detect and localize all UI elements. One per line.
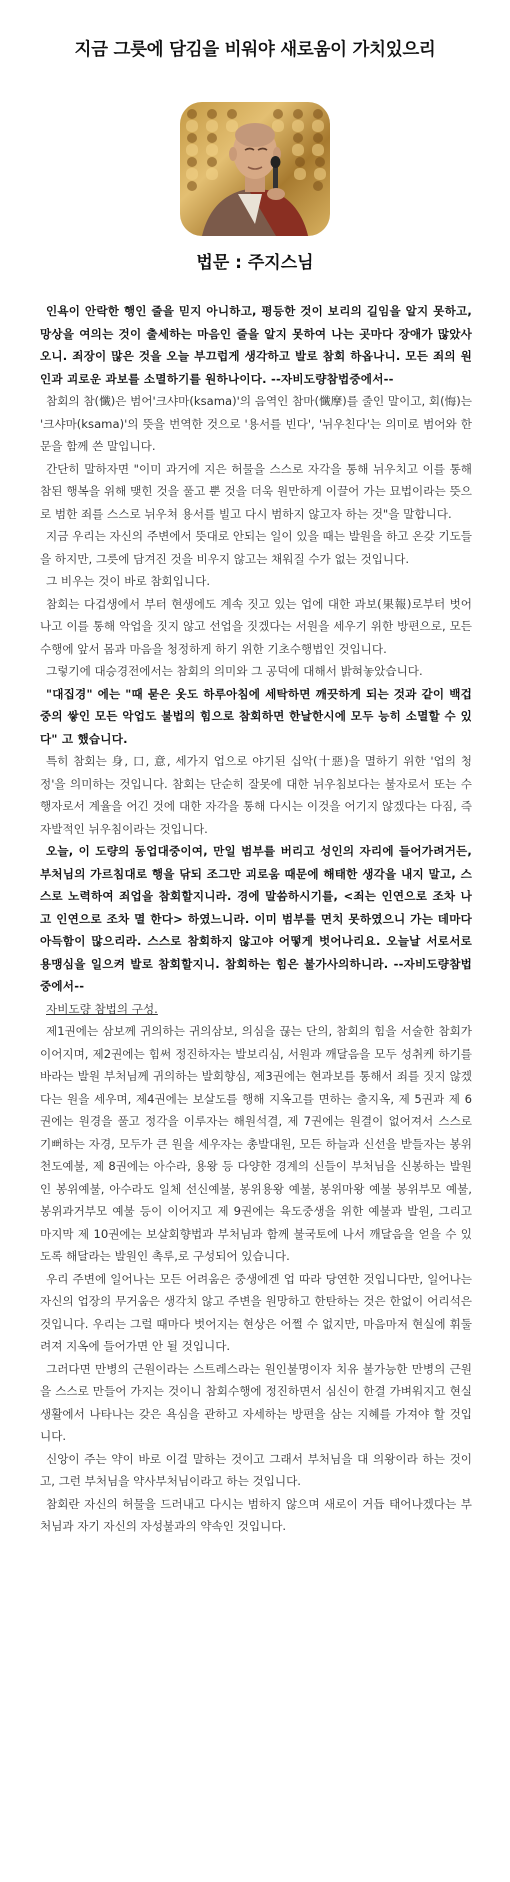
- paragraph-6: 참회는 다겁생에서 부터 현생에도 계속 짓고 있는 업에 대한 과보(果報)로부터 벗어나고 이를 통해 악업을 짓지 않고 선업을 짓겠다는 서원을 세우기 위한 방편으로, 모든 수행에 앞서 몸과 마음을 청정하게 하기 위한 기초수행법인 것입니다.: [40, 596, 472, 656]
- paragraph-2: 참회의 참(懺)은 범어'크샤마(ksama)'의 음역인 참마(懺摩)를 줄인 말이고, 회(悔)는 '크샤마(ksama)'의 뜻을 번역한 것으로 '용서를 빈다', '뉘우친다'는 의미로 범어와 한문을 함께 쓴 말입니다.: [40, 394, 472, 453]
- paragraph-16: 참회란 자신의 허물을 드러내고 다시는 범하지 않으며 새로이 거듭 태어나겠다는 부처님과 자기 자신의 자성불과의 약속인 것입니다.: [40, 1496, 472, 1533]
- paragraph-12: 제1권에는 삼보께 귀의하는 귀의삼보, 의심을 끊는 단의, 참회의 힘을 서술한 참회가 이어지며, 제2권에는 힘써 정진하자는 발보리심, 서원과 깨달음을 모두 성취케 하기를 바라는 발원 부처님께 귀의하는 발회향심, 제3권에는 현과보를 통해서 죄를 짓지 않겠다는 원을 세우며, 제4권에는 보살도를 행해 지옥고를 면하는 출지옥, 제 5권과 제 6권에는 원경을 풀고 정각을 이루자는 해원석결, 제 7권에는 원결이 없어져서 스스로 기뻐하는 자경, 모두가 큰 원을 세우자는 총발대원, 모든 하늘과 신선을 받들자는 봉위 천도예불, 제 8권에는 아수라, 용왕 등 다양한 경계의 신들이 부처님을 신봉하는 발원인 봉위예불, 아수라도 일체 선신예불, 봉위용왕 예불, 봉위마왕 예불 봉위부모 예불, 봉위과거부모 예불 등이 이어지고 제 9권에는 육도중생을 위한 예불과 발원, 그리고 마지막 제 10권에는 보살회향법과 부처님과 함께 불국토에 나서 깨달음을 얻을 수 있도록 해달라는 발원인 촉루,로 구성되어 있습니다.: [40, 1024, 472, 1263]
- monk-photo-illustration: [180, 102, 330, 236]
- paragraph-4: 지금 우리는 자신의 주변에서 뜻대로 안되는 일이 있을 때는 발원을 하고 온갖 기도들을 하지만, 그릇에 담겨진 것을 비우지 않고는 채워질 수가 없는 것입니다.: [40, 529, 472, 566]
- paragraph-3: 간단히 말하자면 "이미 과거에 지은 허물을 스스로 자각을 통해 뉘우치고 이를 통해 참된 행복을 위해 맺힌 것을 풀고 뿐 것을 더욱 원만하게 이끌어 가는 묘법이라는 뜻으로 범한 죄를 스스로 뉘우쳐 용서를 빌고 다시 범하지 않고자 하는 것"을 말합니다.: [40, 461, 472, 521]
- paragraph-1: 인욕이 안락한 행인 줄을 믿지 아니하고, 평등한 것이 보리의 길임을 알지 못하고, 망상을 여의는 것이 출세하는 마음인 줄을 알지 못하여 나는 곳마다 장애가 많았사오니. 죄장이 많은 것을 오늘 부끄럽게 생각하고 발로 참회 하옵나니. 모든 죄의 원인과 괴로운 과보를 소멸하기를 원하나이다. --자비도량참법중에서--: [40, 304, 472, 386]
- paragraph-14: 그러다면 만병의 근원이라는 스트레스라는 원인불명이자 치유 불가능한 만병의 근원을 스스로 만들어 가지는 것이니 참회수행에 정진하면서 심신이 한결 가벼워지고 현실생활에서 나타나는 갖은 욕심을 관하고 자세하는 방편을 삼는 지혜를 가져야 할 것입니다.: [40, 1361, 472, 1443]
- paragraph-5: 그 비우는 것이 바로 참회입니다.: [46, 574, 211, 588]
- paragraph-9: 특히 참회는 身, 口, 意, 세가지 업으로 야기된 십악(十惡)을 멸하기 위한 '업의 청정'을 의미하는 것입니다. 참회는 단순히 잘못에 대한 뉘우침보다는 불자로서 또는 수행자로서 계율을 어긴 것에 대한 자각을 통해 다시는 이것을 어기지 않겠다는 다짐, 즉 자발적인 뉘우침이라는 것입니다.: [40, 754, 472, 836]
- speaker-line: 법문 : 주지스님: [196, 253, 314, 273]
- section-heading: 자비도량 참법의 구성.: [46, 1001, 158, 1016]
- page-title: 지금 그릇에 담김을 비워야 새로움이 가치있으리: [74, 40, 436, 60]
- paragraph-7: 그렇기에 대승경전에서는 참회의 의미와 그 공덕에 대해서 밝혀놓았습니다.: [46, 664, 423, 678]
- paragraph-8: "대집경" 에는 "때 묻은 옷도 하루아침에 세탁하면 깨끗하게 되는 것과 같이 백겁 중의 쌓인 모든 악업도 불법의 힘으로 참회하면 한날한시에 모두 능히 소멸할 수 있다" 고 했습니다.: [40, 686, 472, 746]
- article-body: [40, 300, 472, 1538]
- paragraph-15: 신앙이 주는 약이 바로 이걸 말하는 것이고 그래서 부처님을 대 의왕이라 하는 것이고, 그런 부처님을 약사부처님이라고 하는 것입니다.: [40, 1451, 472, 1488]
- paragraph-13: 우리 주변에 일어나는 모든 어려움은 중생에겐 업 따라 당연한 것입니다만, 일어나는 자신의 업장의 무거움은 생각치 않고 주변을 원망하고 한탄하는 것은 한없이 어리석은 것입니다. 우리는 그럴 때마다 벗어지는 현상은 어쩔 수 없지만, 마음마저 현실에 휘둘려져 지옥에 들어가면 안 될 것입니다.: [40, 1271, 472, 1353]
- paragraph-10: 오늘, 이 도량의 동업대중이여, 만일 범부를 버리고 성인의 자리에 들어가려거든, 부처님의 가르침대로 행을 닦되 조그만 괴로움 때문에 해태한 생각을 내지 말고, 스스로 노력하여 죄업을 참회할지니라. 경에 말씀하시기를, <죄는 인연으로 조차 나고 인연으로 조차 멸 한다> 하였느니라. 이미 범부를 면치 못하였으니 가는 데마다 아득함이 많으리라. 스스로 참회하지 않고야 어떻게 벗어나리요. 오늘날 서로서로 용맹심을 일으켜 발로 참회할지니. 참회하는 힘은 불가사의하니라. --자비도량참법중에서--: [40, 844, 472, 993]
- monk-with-microphone-photo: [180, 102, 330, 236]
